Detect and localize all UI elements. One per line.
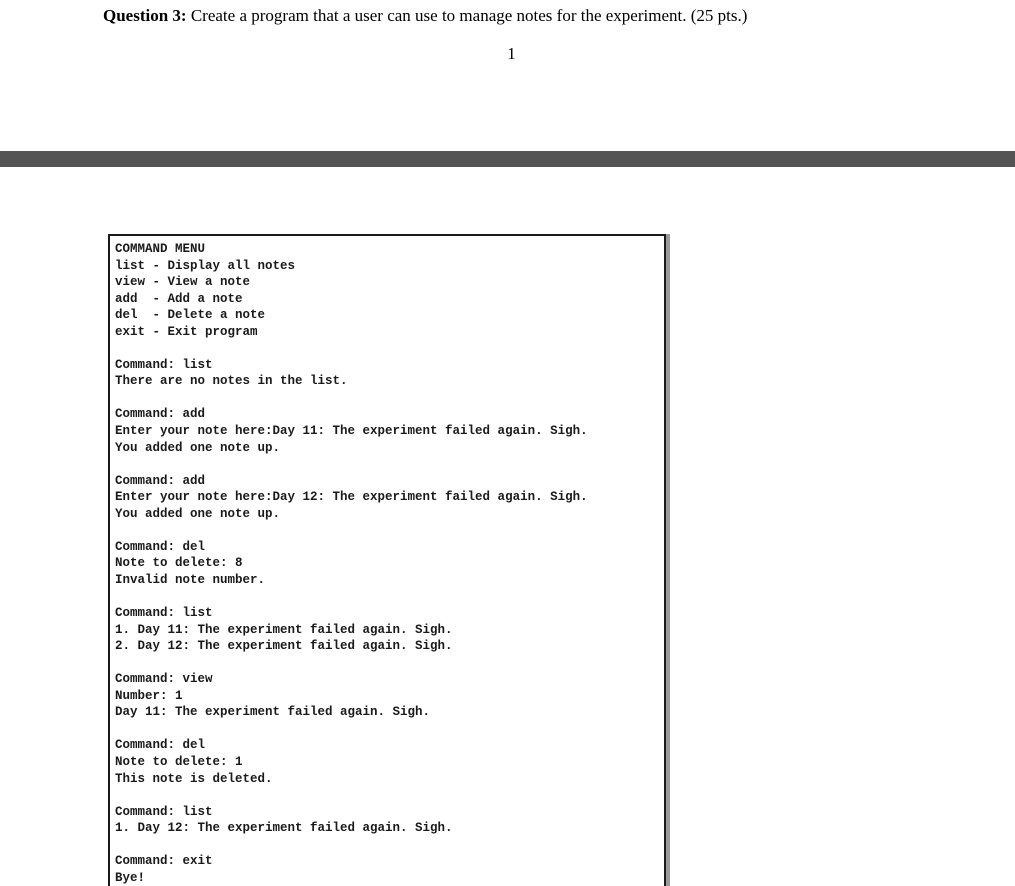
- blank-line: [115, 390, 664, 407]
- output-line: You added one note up.: [115, 506, 281, 521]
- menu-title: COMMAND MENU: [115, 242, 206, 256]
- output-line: 1. Day 11: The experiment failed again. Sigh.: [115, 622, 453, 637]
- output-line: Enter your note here:Day 12: The experiment failed again. Sigh.: [115, 490, 588, 505]
- blank-line: [115, 456, 664, 473]
- output-line: Note to delete: 8: [115, 556, 243, 571]
- question-heading: [103, 6, 747, 26]
- output-line: There are no notes in the list.: [115, 374, 348, 389]
- question-label: Question 3:: [103, 6, 187, 25]
- blank-line: [115, 837, 664, 854]
- command-line: Command: add: [115, 473, 206, 488]
- output-line: Bye!: [115, 870, 146, 885]
- command-line: Command: view: [115, 672, 213, 687]
- output-line: Number: 1: [115, 688, 183, 703]
- command-line: Command: del: [115, 539, 206, 554]
- output-line: Invalid note number.: [115, 572, 266, 587]
- command-line: Command: list: [115, 357, 213, 372]
- menu-item-add: add - Add a note: [115, 291, 243, 306]
- command-line: Command: del: [115, 738, 206, 753]
- command-line: Command: list: [115, 804, 213, 819]
- command-line: Command: list: [115, 606, 213, 621]
- menu-item-list: list - Display all notes: [115, 258, 296, 273]
- console-output: [108, 234, 666, 886]
- menu-item-view: view - View a note: [115, 275, 251, 290]
- output-line: This note is deleted.: [115, 771, 273, 786]
- blank-line: [115, 588, 664, 605]
- menu-item-del: del - Delete a note: [115, 308, 266, 323]
- blank-line: [115, 522, 664, 539]
- blank-line: [115, 787, 664, 804]
- output-line: 1. Day 12: The experiment failed again. Sigh.: [115, 821, 453, 836]
- output-line: 2. Day 12: The experiment failed again. Sigh.: [115, 639, 453, 654]
- output-line: Day 11: The experiment failed again. Sigh.: [115, 705, 431, 720]
- output-line: Note to delete: 1: [115, 754, 243, 769]
- page-number: 1: [507, 44, 516, 63]
- blank-line: [115, 721, 664, 738]
- output-line: Enter your note here:Day 11: The experiment failed again. Sigh.: [115, 424, 588, 439]
- command-line: Command: add: [115, 407, 206, 422]
- page-break-divider: [0, 151, 1015, 167]
- output-line: You added one note up.: [115, 440, 281, 455]
- command-line: Command: exit: [115, 854, 213, 869]
- blank-line: [115, 340, 664, 357]
- blank-line: [115, 655, 664, 672]
- menu-item-exit: exit - Exit program: [115, 324, 258, 339]
- question-text: Create a program that a user can use to manage notes for the experiment. (25 pts.): [186, 6, 748, 25]
